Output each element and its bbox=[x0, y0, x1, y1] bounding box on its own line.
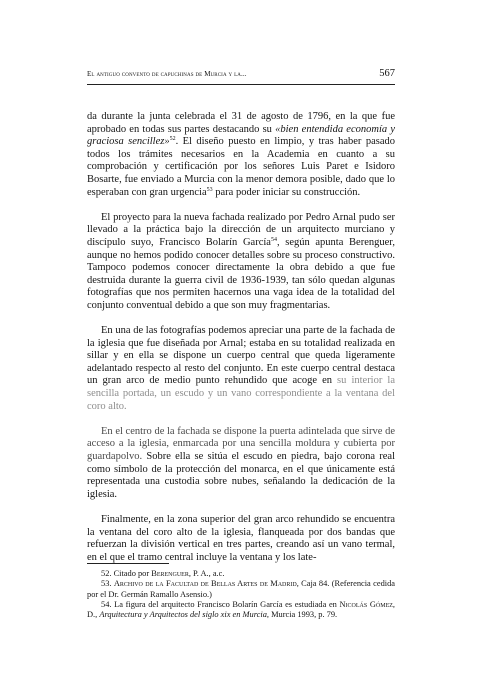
text-run: , Murcia 1993, p. 79. bbox=[266, 610, 338, 620]
page-header bbox=[87, 68, 395, 85]
text-run: da durante la junta celebrada el 31 de agosto de 1796, en la que fue aprobado en todas sus partes destacando su bbox=[87, 111, 395, 135]
paragraph-4 bbox=[87, 426, 395, 502]
paragraph-2 bbox=[87, 212, 395, 313]
footnote-number: 52. bbox=[101, 569, 112, 578]
paragraph-1 bbox=[87, 111, 395, 199]
footnote-number: 54. bbox=[101, 599, 112, 609]
footnote-52 bbox=[87, 569, 395, 579]
text-run: Citado por bbox=[113, 569, 152, 578]
paragraph-5 bbox=[87, 514, 395, 564]
main-text bbox=[87, 111, 395, 564]
text-run: Finalmente, en la zona superior del gran arco rehundido se encuentra la ventana del coro alto de la iglesia, flanqueada por dos bandas que refuerzan la división vertical en tres partes, creando así un vano termal, en el que el tramo central incluye la ventana y los late- bbox=[87, 514, 395, 563]
footnote-ref: 53 bbox=[206, 186, 213, 193]
document-page bbox=[87, 0, 395, 680]
footnote-ref: 54 bbox=[270, 236, 277, 243]
paragraph-3 bbox=[87, 325, 395, 413]
text-run-faded: En el centro de la fachada se dispone la puerta adintelada que sirve de acceso a la iglesia, enmarcada por una sencilla moldura y cubierta por guardapolvo. bbox=[87, 425, 395, 463]
quoted-phrase: «bien entendida economía y graciosa sencillez» bbox=[87, 123, 396, 148]
text-run-faded: su interior la sencilla portada, un escudo y un vano correspondiente a la ventana del coro alto. bbox=[87, 375, 395, 412]
page-number: 567 bbox=[379, 68, 395, 79]
footnote-53 bbox=[87, 579, 395, 600]
text-run: , Caja 84. (Referencia cedida por el Dr. Germán Ramallo Asensio.) bbox=[87, 579, 395, 599]
footnote-54 bbox=[87, 600, 395, 621]
text-run: . El diseño puesto en limpio, y tras haber pasado todos los trámites necesarios en la Academia en cuanto a su comprobación y certificación por los señores Luis Paret e Isidoro Bosarte, fue enviado a Murcia con la menor demora posible, dado que lo esperaban con gran urgencia bbox=[87, 136, 395, 198]
footnote-number: 53. bbox=[101, 579, 112, 589]
archive-name: Archivo de la Facultad de Bellas Artes de Madrid bbox=[113, 579, 297, 589]
text-run: El proyecto para la nueva fachada realizado por Pedro Arnal pudo ser llevado a la práctica bajo la dirección de un arquitecto murciano y discípulo suyo, Francisco Bolarín García bbox=[87, 211, 395, 248]
text-run: Sobre ella se sitúa el escudo en piedra, bajo corona real como símbolo de la protección del monarca, en el que únicamente está representada una custodia sobre nubes, señalando la dedicación de la iglesia. bbox=[87, 451, 395, 500]
text-run: , D., bbox=[87, 599, 395, 620]
footnotes bbox=[87, 569, 395, 620]
author-name: Berenguer bbox=[151, 569, 189, 578]
text-run: para poder iniciar su construcción. bbox=[212, 186, 361, 198]
author-name: Nicolás Gómez bbox=[339, 599, 393, 609]
footnote-ref: 52 bbox=[169, 136, 176, 143]
text-run: , según apunta Berenguer, aunque no hemos podido conocer detalles sobre su proceso constructivo. Tampoco podemos conocer directamente la obra debido a que fue destruida durante la guerra civil de 1936-1939, tan sólo quedan algunas fotografías que nos permiten hacernos una vaga idea de la totalidad del conjunto conventual debido a que son muy fragmentarias. bbox=[87, 236, 395, 311]
running-title: El antiguo convento de capuchinas de Murcia y la... bbox=[87, 70, 247, 78]
book-title: Arquitectura y Arquitectos del siglo xix en Murcia bbox=[99, 610, 267, 620]
footnote-divider bbox=[87, 563, 169, 564]
text-run: En una de las fotografías podemos apreciar una parte de la fachada de la iglesia que fue diseñada por Arnal; estaba en su totalidad realizada en sillar y en ella se dispone un cuerpo central que queda ligeramente adelantado respecto al resto del conjunto. En este cuerpo central destaca un gran arco de medio punto rehundido que acoge en bbox=[87, 325, 395, 387]
text-run: La figura del arquitecto Francisco Bolarín García es estudiada en bbox=[114, 599, 340, 609]
text-run: , P. A., a.c. bbox=[188, 569, 225, 578]
